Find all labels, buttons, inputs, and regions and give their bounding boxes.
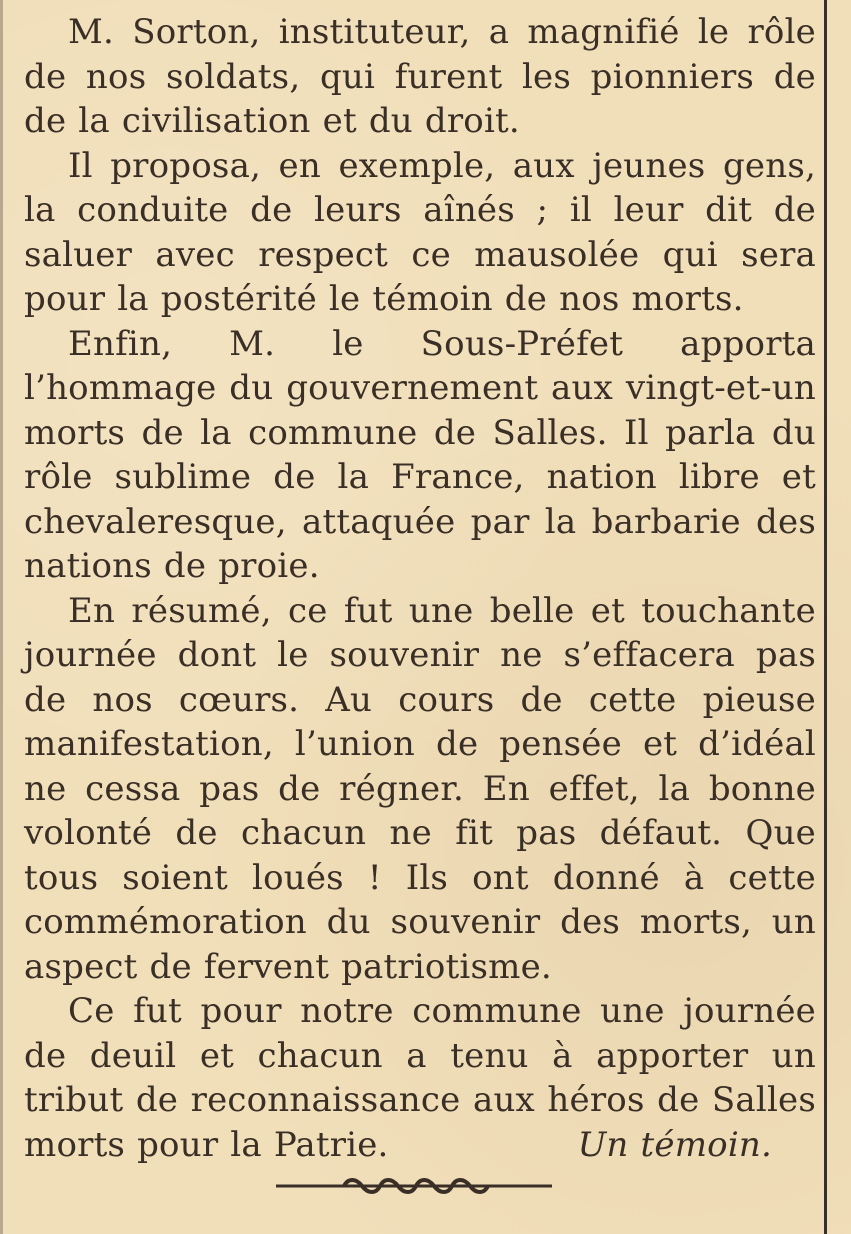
right-column-rule [824, 0, 827, 1234]
signature: Un témoin. [577, 1124, 772, 1165]
paragraph-4: En résumé, ce fut une belle et touchante journée dont le souvenir ne s’effacera pas de nos cœurs. Au cours de cette pieuse manifestation, l’union de pensée et d’idéal ne cessa pas de régner. En effet, la bonne volonté de chacun ne fit pas défaut. Que tous soient loués ! Ils ont donné à cette commémoration du souvenir des morts, un aspect de fervent patriotisme. [24, 590, 816, 987]
paragraph-1: M. Sorton, instituteur, a magnifié le rôle de nos soldats, qui furent les pionniers de de la civilisation et du droit. [24, 12, 816, 141]
paragraph-2: Il proposa, en exemple, aux jeunes gens, la conduite de leurs aînés ; il leur dit de saluer avec respect ce mausolée qui sera pour la postérité le témoin de nos morts. [24, 145, 816, 319]
paragraph-5: Ce fut pour notre commune une journée de deuil et chacun a tenu à apporter un tribut de reconnaissance aux héros de Salles morts pour la Patrie. [24, 991, 816, 1165]
flourish-divider [276, 1174, 552, 1198]
paragraph-3: Enfin, M. le Sous-Préfet apporta l’hommage du gouvernement aux vingt-et-un morts de la commune de Salles. Il parla du rôle sublime de la France, nation libre et chevaleresque, attaquée par la barbarie des nations de proie. [24, 323, 816, 586]
cutoff-next-heading [140, 1212, 760, 1234]
article-column [24, 10, 816, 1167]
paragraph-5-container [24, 989, 816, 1167]
left-column-rule [0, 0, 3, 1234]
